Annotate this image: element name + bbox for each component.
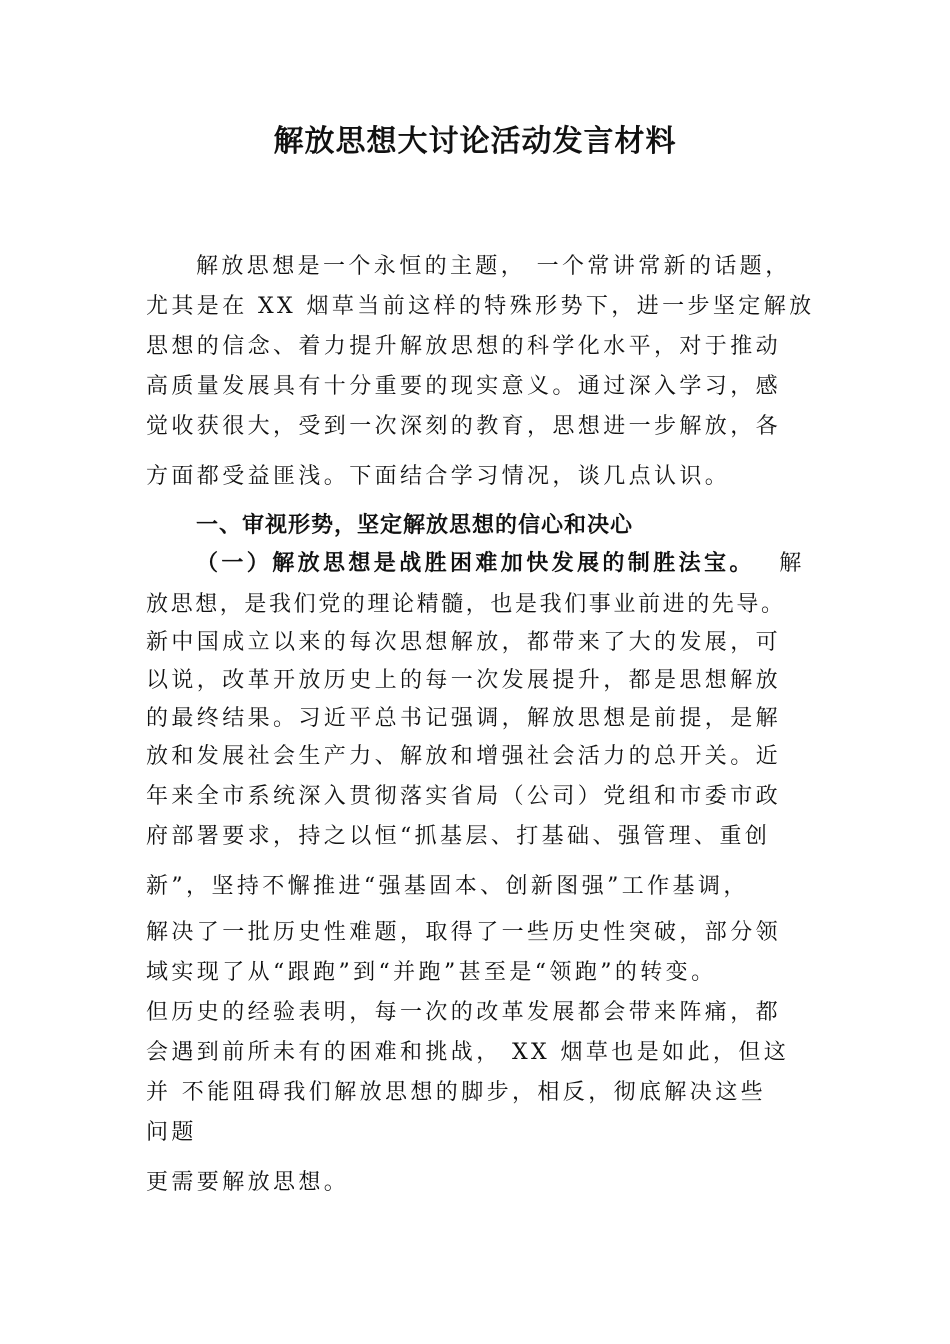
- paragraph-line: 新中国成立以来的每次思想解放，都带来了大的发展，可: [146, 630, 782, 655]
- paragraph-line: 域实现了从“跟跑”到“并跑”甚至是“领跑”的转变。: [146, 960, 717, 985]
- subsection-first-line: [196, 552, 805, 575]
- paragraph-line: 尤其是在 XX 烟草当前这样的特殊形势下，进一步坚定解放: [146, 294, 815, 319]
- paragraph-line: 解决了一批历史性难题，取得了一些历史性突破，部分领: [146, 920, 782, 945]
- paragraph-line: 觉收获很大，受到一次深刻的教育，思想进一步解放，各: [146, 414, 782, 439]
- paragraph-line: 年来全市系统深入贯彻落实省局（公司）党组和市委市政: [146, 784, 782, 809]
- paragraph-line: 高质量发展具有十分重要的现实意义。通过深入学习，感: [146, 374, 782, 399]
- paragraph-line: 但历史的经验表明，每一次的改革发展都会带来阵痛，都: [146, 1000, 782, 1025]
- paragraph-line: 放思想，是我们党的理论精髓，也是我们事业前进的先导。: [146, 592, 786, 617]
- paragraph-line: 更需要解放思想。: [146, 1170, 350, 1195]
- paragraph-line: 思想的信念、着力提升解放思想的科学化水平，对于推动: [146, 334, 782, 359]
- paragraph-line: 问题: [146, 1120, 197, 1145]
- document-title: 解放思想大讨论活动发言材料: [273, 124, 677, 159]
- paragraph-line: 的最终结果。习近平总书记强调，解放思想是前提，是解: [146, 706, 782, 731]
- paragraph-line: 以说，改革开放历史上的每一次发展提升，都是思想解放: [146, 668, 782, 693]
- subsection-heading: （一）解放思想是战胜困难加快发展的制胜法宝。: [196, 550, 755, 576]
- paragraph-line: 新”，坚持不懈推进“强基固本、创新图强”工作基调，: [146, 874, 749, 899]
- paragraph-text: 解: [779, 551, 805, 576]
- section-heading: 一、审视形势，坚定解放思想的信心和决心: [196, 513, 634, 538]
- paragraph-line: 解放思想是一个永恒的主题， 一个常讲常新的话题，: [196, 254, 791, 279]
- paragraph-line: 府部署要求，持之以恒“抓基层、打基础、强管理、重创: [146, 824, 771, 849]
- paragraph-line: 并 不能阻碍我们解放思想的脚步，相反，彻底解决这些: [146, 1080, 766, 1105]
- paragraph-line: 方面都受益匪浅。下面结合学习情况，谈几点认识。: [146, 464, 731, 489]
- paragraph-line: 放和发展社会生产力、解放和增强社会活力的总开关。近: [146, 744, 782, 769]
- paragraph-line: 会遇到前所未有的困难和挑战， XX 烟草也是如此，但这: [146, 1040, 790, 1065]
